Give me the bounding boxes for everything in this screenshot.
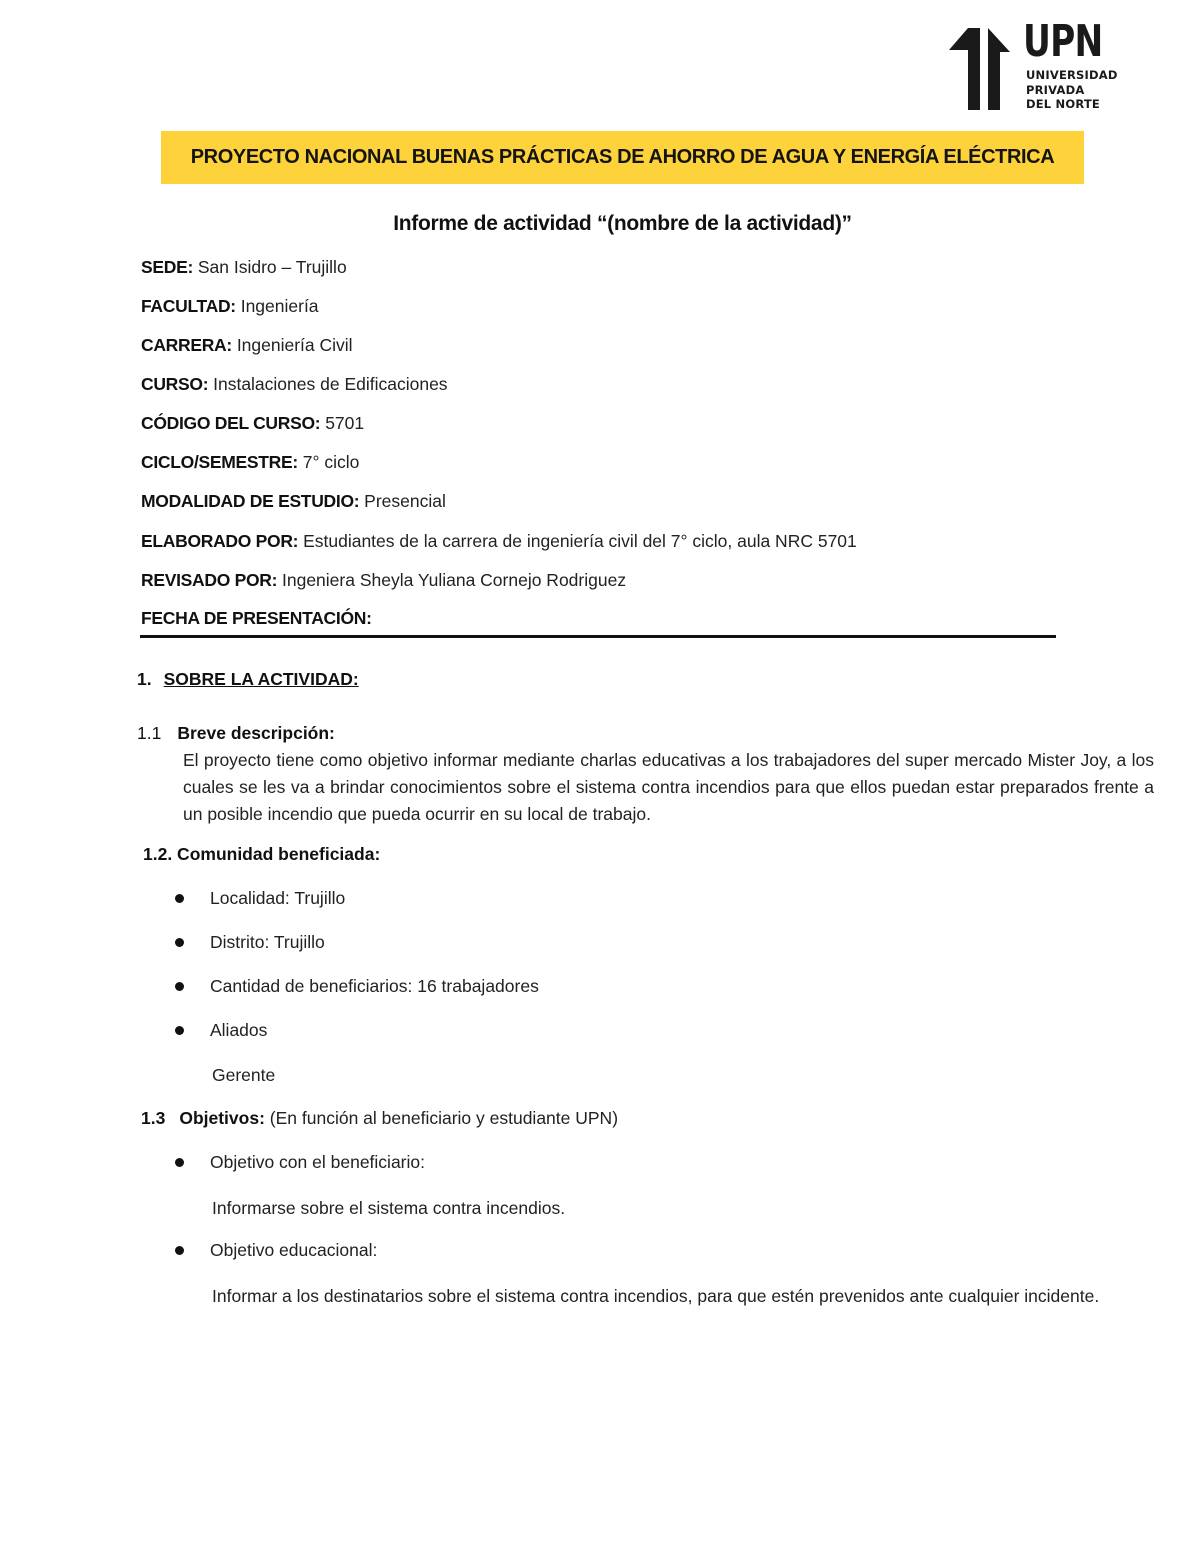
list-item: Cantidad de beneficiarios: 16 trabajadores [210,976,539,996]
field-value: Presencial [364,491,446,511]
field-label: SEDE: [141,257,193,277]
field-value: Ingeniería [240,296,319,316]
field-value: 5701 [325,413,365,433]
logo-line: DEL NORTE [1026,97,1100,111]
logo-line: UNIVERSIDAD [1026,68,1118,82]
field-label: FACULTAD: [141,296,236,316]
field-value: Instalaciones de Edificaciones [213,374,448,394]
field-label: CÓDIGO DEL CURSO: [141,413,321,433]
subsection-number: 1.3 [141,1108,166,1128]
field-value: 7° ciclo [302,452,360,472]
field-modalidad [141,491,446,512]
project-banner [161,131,1084,184]
logo-caption [1026,68,1118,112]
bullet-dot-icon [175,982,184,991]
field-fecha [141,608,372,629]
header-divider [140,635,1056,638]
field-ciclo [141,452,359,473]
subsection-title: Objetivos: [179,1108,265,1128]
field-label: CARRERA: [141,335,232,355]
field-codigo [141,413,364,434]
bullet-dot-icon [175,1246,184,1255]
bullet-dot-icon [175,938,184,947]
objective-label: Objetivo educacional: [210,1240,378,1260]
field-label: CURSO: [141,374,209,394]
objective-label: Objetivo con el beneficiario: [210,1152,425,1172]
subsection-note: (En función al beneficiario y estudiante UPN) [269,1108,619,1128]
subsection-1-1-heading [137,723,335,744]
field-label: MODALIDAD DE ESTUDIO: [141,491,360,511]
bullet-dot-icon [175,1158,184,1167]
field-value: Ingeniería Civil [236,335,353,355]
field-label: CICLO/SEMESTRE: [141,452,298,472]
field-label: FECHA DE PRESENTACIÓN: [141,608,372,628]
objective-text: Informar a los destinatarios sobre el sistema contra incendios, para que estén prevenidos ante cualquier incidente. [212,1286,1100,1306]
section-1-heading [137,669,359,690]
description-paragraph: El proyecto tiene como objetivo informar mediante charlas educativas a los trabajadores del super mercado Mister Joy, a los cuales se les va a brindar conocimientos sobre el sistema contra incendios para que ellos puedan estar preparados frente a un posible incendio que pueda ocurrir en su local de trabajo. [183,750,1154,824]
field-elaborado [141,531,857,552]
field-value: Ingeniera Sheyla Yuliana Cornejo Rodriguez [282,570,627,590]
bullet-dot-icon [175,1026,184,1035]
field-carrera [141,335,353,356]
logo-brand: UPN [1023,16,1103,67]
list-item: Localidad: Trujillo [210,888,346,908]
field-facultad [141,296,319,317]
banner-text: PROYECTO NACIONAL BUENAS PRÁCTICAS DE AHORRO DE AGUA Y ENERGÍA ELÉCTRICA [190,146,1055,168]
list-item: Distrito: Trujillo [210,932,325,952]
list-item: Aliados [210,1020,268,1040]
field-label: REVISADO POR: [141,570,278,590]
field-curso [141,374,448,395]
subsection-1-2-heading: 1.2. Comunidad beneficiada: [143,844,381,864]
section-title: SOBRE LA ACTIVIDAD: [163,669,359,689]
subsection-number: 1.1 [137,723,162,743]
field-revisado [141,570,626,591]
field-sede [141,257,347,278]
bullet-dot-icon [175,894,184,903]
section-number: 1. [137,669,152,689]
subsection-1-3-heading [141,1108,618,1129]
ally-name: Gerente [212,1065,276,1085]
field-value: San Isidro – Trujillo [197,257,347,277]
field-value: Estudiantes de la carrera de ingeniería civil del 7° ciclo, aula NRC 5701 [303,531,857,551]
report-title: Informe de actividad “(nombre de la actividad)” [393,212,852,235]
logo-line: PRIVADA [1026,82,1085,97]
objective-text: Informarse sobre el sistema contra incendios. [212,1198,566,1218]
field-label: ELABORADO POR: [141,531,299,551]
subsection-title: Breve descripción: [177,723,335,743]
